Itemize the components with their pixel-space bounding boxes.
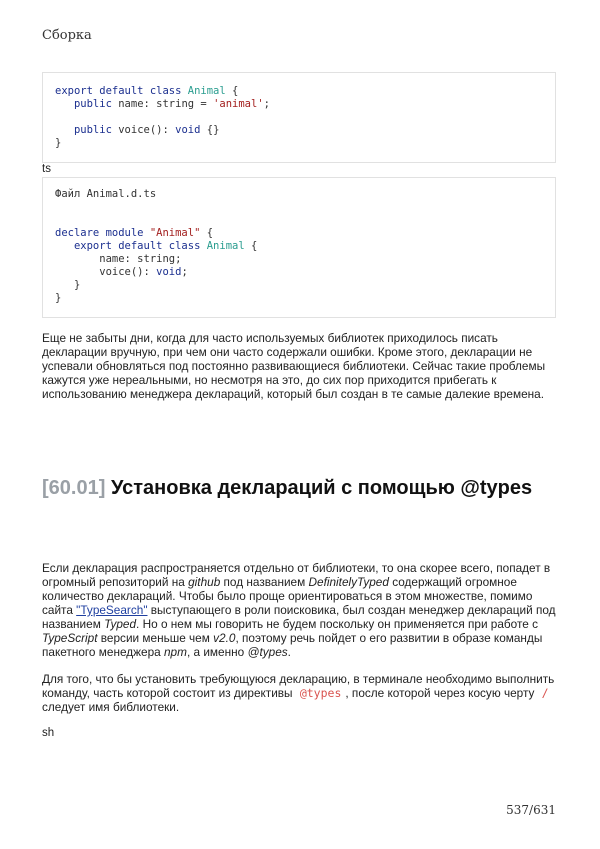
code-line xyxy=(55,98,270,111)
running-header: Сборка xyxy=(42,28,92,43)
paragraph-definitely-typed-text xyxy=(42,561,558,659)
code-token: Файл Animal.d.ts xyxy=(55,188,157,200)
text-run: Для того, что бы установить требующуюся декларацию, в терминале необходимо выполнить команду, часть которой состоит из директивы xyxy=(42,672,555,700)
term-github: github xyxy=(188,575,221,589)
code-line xyxy=(55,240,257,253)
code-token xyxy=(55,124,74,136)
code-token: ; xyxy=(181,266,188,278)
text-run: . xyxy=(287,645,291,659)
text-run: выступающего в роли поисковика, был создан менеджер деклараций под названием xyxy=(42,603,556,631)
code-token: name: string = xyxy=(111,98,214,110)
section-title: Установка деклараций с помощью @types xyxy=(110,477,533,499)
code-token xyxy=(55,98,74,110)
code-token: export default class xyxy=(73,240,207,252)
code-line xyxy=(55,266,188,279)
text-run: , поэтому речь пойдет о его развитии в образе команды пакетного менеджера xyxy=(42,631,543,659)
code-line xyxy=(55,188,156,201)
code-token: {} xyxy=(200,124,220,136)
code-line xyxy=(55,137,61,150)
code-token: export default class xyxy=(55,85,188,97)
text-run: следует имя библиотеки. xyxy=(42,700,180,714)
code-token: public xyxy=(73,98,112,110)
page-number: 537/631 xyxy=(506,803,556,817)
text-run: содержащий огромное количество деклараций. Чтобы было проще ориентироваться в этом множестве, помимо сайта xyxy=(42,575,533,617)
code-language-label: sh xyxy=(42,727,55,739)
code-token: name: string; xyxy=(55,253,182,265)
code-token: declare module xyxy=(55,227,150,239)
section-heading xyxy=(42,477,532,500)
code-language-label: ts xyxy=(42,163,51,175)
code-token: Animal xyxy=(187,85,226,97)
term-typed: Typed xyxy=(104,617,137,631)
code-token: public xyxy=(73,124,112,136)
paragraph-install-command xyxy=(42,672,558,714)
text-run: . Но о нем мы говорить не будем поскольку он применяется при работе с xyxy=(136,617,538,631)
text-run: Если декларация распространяется отдельно от библиотеки, то она скорее всего, попадет в огромный репозиторий на xyxy=(42,561,551,589)
code-token: voice(): xyxy=(111,124,176,136)
paragraph-intro-text: Еще не забыты дни, когда для часто используемых библиотек приходилось писать декларации вручную, при чем они часто содержали ошибки. Кроме этого, декларации не успевали обновляться под постоянно развивающиеся библиотеки. Сейчас такие проблемы кажутся уже нереальными, но несмотря на это, до сих пор приходится прибегать к использованию менеджера деклараций, который был создан в те самые далекие времена. xyxy=(42,331,546,401)
code-token: } xyxy=(55,137,62,149)
text-run: , а именно xyxy=(186,645,248,659)
code-block-animal-declaration xyxy=(42,177,556,318)
term-npm: npm xyxy=(164,645,187,659)
code-token: ; xyxy=(263,98,270,110)
code-token: } xyxy=(55,292,62,304)
code-token xyxy=(55,240,74,252)
code-line xyxy=(55,253,181,266)
code-line xyxy=(55,227,213,240)
section-number: [60.01] xyxy=(42,477,106,499)
code-line xyxy=(55,85,238,98)
code-token: 'animal' xyxy=(213,98,264,110)
code-block-animal-class xyxy=(42,72,556,163)
code-token: { xyxy=(200,227,214,239)
term-definitelytyped: DefinitelyTyped xyxy=(308,575,389,589)
code-token: void xyxy=(156,266,182,278)
typesearch-link[interactable]: "TypeSearch" xyxy=(76,603,148,617)
text-run: , после которой через косую черту xyxy=(345,686,538,700)
code-token: void xyxy=(175,124,201,136)
text-run: под названием xyxy=(220,575,309,589)
inline-code-slash: / xyxy=(541,686,549,700)
term-typescript: TypeScript xyxy=(42,631,98,645)
code-token: voice(): xyxy=(55,266,157,278)
paragraph-intro xyxy=(42,331,558,401)
code-token: { xyxy=(225,85,239,97)
code-line xyxy=(55,292,61,305)
code-token: "Animal" xyxy=(149,227,201,239)
code-token: { xyxy=(244,240,258,252)
code-token: } xyxy=(55,279,81,291)
text-run: версии меньше чем xyxy=(97,631,214,645)
term-types: @types xyxy=(247,645,288,659)
paragraph-definitely-typed xyxy=(42,561,558,659)
code-line xyxy=(55,279,80,292)
paragraph-install-command-text xyxy=(42,672,558,714)
code-token: Animal xyxy=(206,240,245,252)
inline-code-types: @types xyxy=(299,686,342,700)
term-version: v2.0 xyxy=(213,631,236,645)
code-line xyxy=(55,124,219,137)
